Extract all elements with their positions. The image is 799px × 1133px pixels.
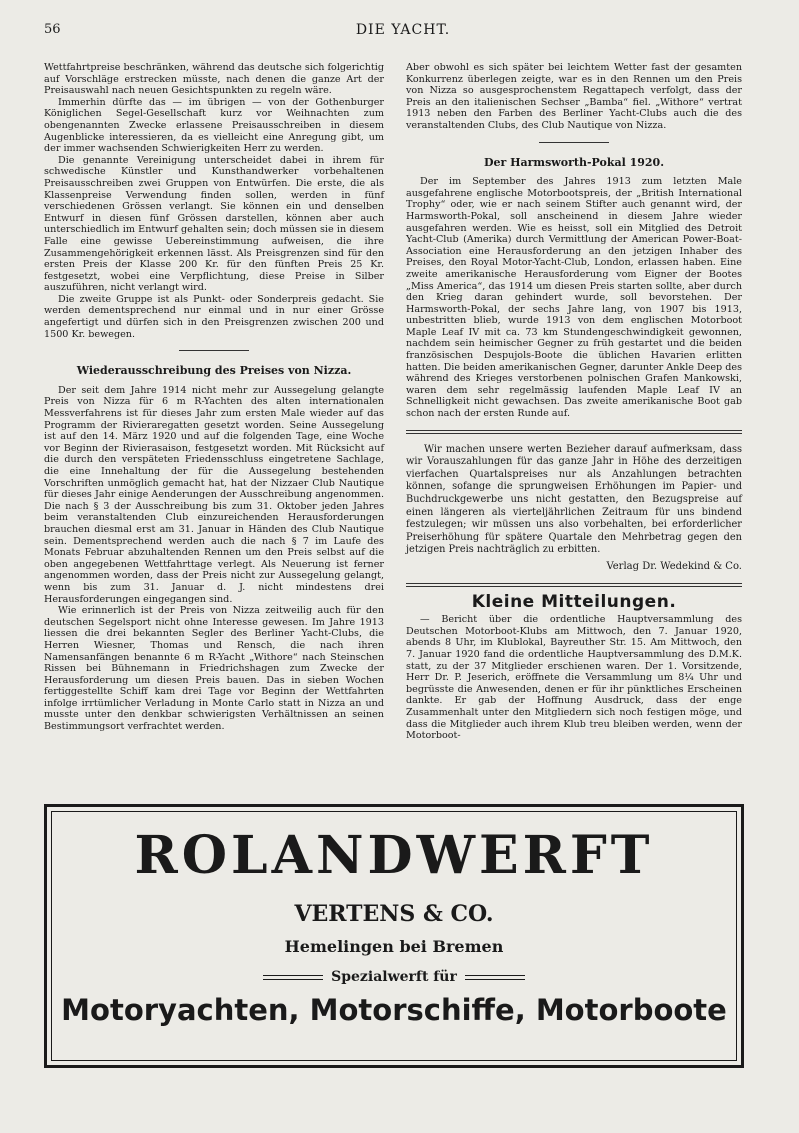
section-heading: Der Harmsworth-Pokal 1920. [483, 155, 665, 169]
publisher-signature: Verlag Dr. Wedekind & Co. [606, 560, 742, 572]
ad-specialty [47, 969, 741, 985]
paragraph: Die genannte Vereinigung unterscheidet dabei in ihrem für schwedische Künstler und Kunsthandwerker vorbehaltenen Preisausschreiben zwei Gruppen von Entwürfen. Die erste, die als Klassenpreise Verwendung finden sollen, werden in fünf verschiedenen Grössen verlangt. Sie können ein und denselben Entwurf in diesen fünf Grössen darstellen, können aber auch unterschiedlich im Entwurf gehalten sein; doch müssen sie in diesem Falle eine gewisse Uebereinstimmung aufweisen, die ihre Zusammengehörigkeit erkennen lässt. Als Preisgrenzen sind für den ersten Preis der Klasse 200 Kr. für den fünften Preis 25 Kr. festgesetzt, wobei eine Verpflichtung, diese Preise in Silber auszuführen, nicht verlangt wird. [44, 154, 384, 294]
paragraph: Der seit dem Jahre 1914 nicht mehr zur Aussegelung gelangte Preis von Nizza für 6 m R-Yachten des alten internationalen Messverfahrens ist für dieses Jahr zum ersten Male wieder auf das Programm der Rivieraregatten gesetzt worden. Seine Aussegelung ist auf den 14. März 1920 und auf die folgenden Tage, eine Woche vor Beginn der Rivierasaison, festgesetzt worden. Mit Rücksicht auf die durch den verspäteten Friedensschluss eingetretene Sachlage, die eine Innehaltung der für die Aussegelung bestehenden Vorschriften unmöglich gemacht hat, hat der Nizzaer Club Nautique für dieses Jahr einige Aenderungen der Ausschreibung angenommen. Die nach § 3 der Ausschreibung bis zum 31. Oktober jeden Jahres beim veranstaltenden Club einzureichenden Herausforderungen brauchen diesmal erst am 31. Januar in Händen des Club Nautique sein. Dementsprechend werden auch die nach § 7 im Laufe des Monats Februar abzuhaltenden Rennen um den Preis selbst auf die oben angegebenen Wettfahrttage verlegt. Als Neuerung ist ferner angenommen worden, dass der Preis nicht zur Aussegelung gelangt, wenn bis zum 31. Januar d. J. nicht mindestens drei Herausforderungen eingegangen sind. [44, 384, 384, 605]
ad-title: ROLANDWERFT [134, 825, 654, 886]
notice-text: Wir machen unsere werten Bezieher darauf aufmerksam, dass wir Vorauszahlungen für das ganze Jahr in Höhe des derzeitigen vierfachen Quartalspreises nur als Anzahlungen betrachten können, sofange die sprungweisen Erhöhungen im Papier- und Buchdruckgewerbe uns nicht gestatten, den Bezugspreise auf einen längeren als vierteljährlichen Zeitraum für uns bindend festzulegen; wir müssen uns also vorbehalten, bei erforderlicher Preiserhöhung für spätere Quartale den Mehrbetrag gegen den jetzigen Preis nachträglich zu erbitten. [406, 443, 742, 556]
divider [539, 142, 609, 143]
ad-products: Motoryachten, Motorschiffe, Motorboote [61, 993, 727, 1027]
journal-title: DIE YACHT. [355, 22, 451, 38]
paragraph: Wettfahrtpreise beschränken, während das deutsche sich folgerichtig auf Vorschläge erstrecken müsste, nach denen die ganze Art der Preisauswahl nach neuen Gesichtspunkten zu regeln wäre. [44, 62, 384, 97]
page-number: 56 [44, 22, 61, 37]
paragraph: Aber obwohl es sich später bei leichtem Wetter fast der gesamten Konkurrenz überlegen zeigte, war es in den Rennen um den Preis von Nizza so ausgesprochenstem Regattapech verfolgt, dass der Preis an den italienischen Sechser „Bamba“ fiel. „Withore“ vertrat 1913 neben den Farben des Berliner Yacht-Clubs auch die des veranstaltenden Clubs, des Club Nautique von Nizza. [406, 62, 742, 131]
paragraph: — Bericht über die ordentliche Hauptversammlung des Deutschen Motorboot-Klubs am Mittwoch, den 7. Januar 1920, abends 8 Uhr, im Klublokal, Bayreuther Str. 15. Am Mittwoch, den 7. Januar 1920 fand die ordentliche Hauptversammlung des D.M.K. statt, zu der 37 Mitglieder erschienen waren. Der 1. Vorsitzende, Herr Dr. P. Jeserich, eröffnete die Versammlung um 8¼ Uhr und begrüsste die Anwesenden, denen er für ihr pünktliches Erscheinen dankte. Er gab der Hoffnung Ausdruck, dass der enge Zusammenhalt unter den Mitgliedern sich noch festigen möge, und dass die Mitglieder auch ihrem Klub treu bleiben werden, wenn der Motorboot- [406, 614, 742, 742]
section-title: Kleine Mitteilungen. [471, 591, 677, 612]
double-rule [406, 430, 742, 434]
publisher-notice [406, 444, 742, 573]
ad-specialty-text: Spezialwerft für [331, 969, 457, 985]
ad-rule-left [263, 975, 323, 980]
section-heading: Wiederausschreibung des Preises von Nizza. [76, 364, 352, 378]
left-column [44, 62, 384, 733]
paragraph: Wie erinnerlich ist der Preis von Nizza zeitweilig auch für den deutschen Segelsport nicht ohne Interesse gewesen. Im Jahre 1913 liessen die drei bekannten Segler des Berliner Yacht-Clubs, die Herren Wiesner, Thomas und Rensch, die nach ihren Namensanfängen benannte 6 m R-Yacht „Withore“ nach Steinschen Rissen bei Bühnemann in Friedrichshagen zum Zwecke der Herausforderung um diesen Preis bauen. Das in sieben Wochen fertiggestellte Schiff kam drei Tage vor Beginn der Wettfahrten infolge irrtümlicher Verladung in Monte Carlo statt in Nizza an und musste unter den denkbar schwierigsten Verhältnissen an seinen Bestimmungsort verfrachtet werden. [44, 605, 384, 733]
page-header [44, 22, 762, 42]
ad-location: Hemelingen bei Bremen [284, 937, 504, 956]
paragraph: Die zweite Gruppe ist als Punkt- oder Sonderpreis gedacht. Sie werden dementsprechend nur einmal und in nur einer Grösse angefertigt und dürfen sich in den Preisgrenzen zwischen 200 und 1500 Kr. bewegen. [44, 293, 384, 340]
paragraph: Immerhin dürfte das — im übrigen — von der Gothenburger Königlichen Segel-Gesellschaft kurz vor Weihnachten zum obengenannten Zwecke erlassene Preisausschreiben in diesem Augenblicke interessieren, da es vielleicht eine Anregung gibt, um der immer wachsenden Schwierigkeiten Herr zu werden. [44, 96, 384, 155]
divider [179, 350, 249, 351]
right-column [406, 62, 742, 742]
advertisement [44, 804, 744, 1068]
double-rule [406, 583, 742, 587]
ad-subtitle: VERTENS & CO. [294, 901, 494, 927]
ad-rule-right [465, 975, 525, 980]
paragraph: Der im September des Jahres 1913 zum letzten Male ausgefahrene englische Motorbootspreis, der „British International Trophy“ oder, wie er nach seinem Stifter auch genannt wird, der Harmsworth-Pokal, soll anscheinend in diesem Jahre wieder ausgefahren werden. Wie es heisst, soll ein Mitglied des Detroit Yacht-Club (Amerika) durch Vermittlung der American Power-Boat-Association eine Herausforderung an den jetzigen Inhaber des Preises, den Royal Motor-Yacht-Club, London, erlassen haben. Eine zweite amerikanische Herausforderung vom Eigner der Bootes „Miss America“, das 1914 um diesen Preis starten sollte, aber durch den Krieg daran gehindert wurde, soll bevorstehen. Der Harmsworth-Pokal, der sechs Jahre lang, von 1907 bis 1913, unbestritten blieb, wurde 1913 von dem englischen Motorboot Maple Leaf IV mit ca. 73 km Stundengeschwindigkeit gewonnen, nachdem sein heimischer Gegner zu früh gestartet und die beiden französischen Despujols-Boote die üblichen Havarien erlitten hatten. Die beiden amerikanischen Gegner, darunter Ankle Deep des während des Krieges verstorbenen polnischen Grafen Mankowski, waren dem sehr regelmässig laufenden Maple Leaf IV an Schnelligkeit nicht gewachsen. Das zweite amerikanische Boot gab schon nach der ersten Runde auf. [406, 176, 742, 420]
